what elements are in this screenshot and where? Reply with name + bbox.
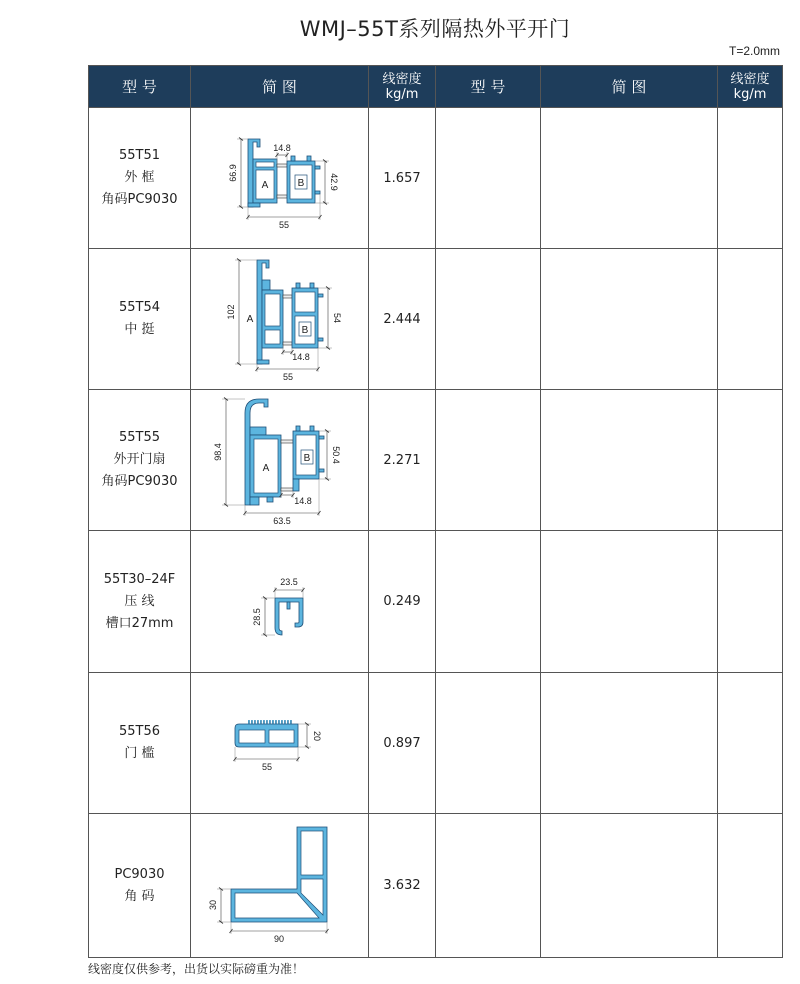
empty-cell — [436, 390, 541, 531]
profile-diagram-pc9030 — [191, 815, 369, 957]
diagram-cell — [191, 673, 369, 814]
wall-thickness-note: T=2.0mm — [728, 44, 780, 58]
model-code: 55T55 — [118, 430, 161, 445]
dimension-break-label: 14.8 — [273, 142, 291, 153]
profile-shape — [231, 827, 327, 922]
profile-diagram-55t55 — [191, 391, 369, 530]
diagram-cell — [191, 249, 369, 390]
header-density-title: 线密度 — [382, 71, 422, 87]
empty-cell — [436, 673, 541, 814]
model-note: 槽口27mm — [105, 615, 174, 631]
profile-diagram-55t51 — [191, 109, 369, 248]
model-code: 55T56 — [118, 724, 161, 739]
model-cell — [89, 531, 191, 673]
profile-diagram-55t30-24f — [191, 532, 369, 672]
dimension-right-height-label: 50.4 — [331, 445, 341, 464]
dimension-width-label: 23.5 — [280, 576, 298, 587]
diagram-cell — [191, 108, 369, 249]
empty-cell — [718, 108, 783, 249]
table-row — [89, 390, 783, 531]
empty-cell — [541, 249, 718, 390]
model-code: 55T51 — [118, 148, 161, 163]
chamber-a-label: A — [262, 462, 270, 474]
empty-cell — [541, 673, 718, 814]
empty-cell — [541, 531, 718, 673]
empty-cell — [541, 814, 718, 958]
empty-cell — [541, 390, 718, 531]
chamber-b-label: B — [301, 324, 309, 336]
empty-cell — [436, 249, 541, 390]
model-name: 外开门扇 — [113, 452, 166, 467]
chamber-a-label: A — [246, 313, 254, 325]
empty-cell — [718, 249, 783, 390]
empty-cell — [718, 390, 783, 531]
dimension-break-label: 14.8 — [294, 495, 312, 506]
density-cell: 2.444 — [369, 249, 436, 390]
dimension-width-label: 90 — [273, 933, 285, 944]
empty-cell — [541, 108, 718, 249]
table-row — [89, 814, 783, 958]
dimension-right-height-label: 42.9 — [329, 172, 339, 191]
empty-cell — [718, 531, 783, 673]
header-density-title: 线密度 — [730, 71, 770, 87]
dimension-height-label: 20 — [312, 730, 322, 741]
table-header-row — [89, 66, 783, 108]
table-row — [89, 249, 783, 390]
model-name: 外 框 — [124, 170, 155, 185]
chamber-a-label: A — [261, 179, 269, 191]
table-row — [89, 108, 783, 249]
table-row — [89, 531, 783, 673]
header-diagram-left: 简 图 — [191, 66, 369, 108]
dimension-lines — [261, 587, 303, 635]
density-cell: 2.271 — [369, 390, 436, 531]
model-name: 中 挺 — [124, 322, 155, 337]
dimension-width-label: 63.5 — [273, 515, 291, 526]
dimension-height-label: 28.5 — [252, 607, 262, 626]
dimension-width-label: 55 — [261, 761, 273, 772]
header-density-right — [718, 66, 783, 108]
diagram-cell — [191, 531, 369, 673]
model-code: PC9030 — [114, 866, 165, 882]
model-cell — [89, 108, 191, 249]
density-cell: 0.897 — [369, 673, 436, 814]
profile-spec-table — [88, 65, 783, 958]
header-density-unit: kg/m — [733, 86, 767, 102]
model-code: 55T54 — [118, 300, 161, 315]
model-note: 角码PC9030 — [101, 192, 178, 207]
page-title: WMJ–55T系列隔热外平开门 — [299, 17, 571, 41]
profile-shape — [235, 720, 298, 747]
profile-shape — [245, 399, 324, 505]
empty-cell — [436, 531, 541, 673]
dimension-right-height-label: 54 — [332, 312, 342, 323]
dimension-height-label: 102 — [226, 303, 236, 320]
density-cell: 3.632 — [369, 814, 436, 958]
chamber-b-label: B — [297, 177, 305, 189]
empty-cell — [718, 673, 783, 814]
model-note: 角码PC9030 — [101, 474, 178, 489]
profile-diagram-55t56 — [191, 674, 369, 813]
density-cell: 0.249 — [369, 531, 436, 673]
header-model-left: 型 号 — [89, 66, 191, 108]
dimension-width-label: 55 — [282, 371, 294, 382]
header-diagram-right: 简 图 — [541, 66, 718, 108]
model-cell — [89, 249, 191, 390]
dimension-width-label: 55 — [278, 219, 290, 230]
model-name: 角 码 — [124, 888, 155, 904]
model-code: 55T30–24F — [103, 571, 176, 587]
footer-note: 线密度仅供参考，出货以实际磅重为准！ — [88, 962, 305, 976]
model-cell — [89, 390, 191, 531]
header-model-right: 型 号 — [436, 66, 541, 108]
chamber-b-label: B — [303, 452, 311, 464]
model-cell — [89, 814, 191, 958]
profile-shape — [275, 598, 303, 635]
dimension-height-label: 66.9 — [228, 163, 238, 182]
empty-cell — [718, 814, 783, 958]
table-row — [89, 673, 783, 814]
density-cell: 1.657 — [369, 108, 436, 249]
dimension-height-label: 30 — [208, 899, 218, 910]
profile-diagram-55t54 — [191, 250, 369, 389]
header-density-unit: kg/m — [385, 86, 419, 102]
empty-cell — [436, 108, 541, 249]
model-name: 门 槛 — [124, 746, 155, 761]
diagram-cell — [191, 814, 369, 958]
profile-shape — [257, 260, 323, 364]
diagram-cell — [191, 390, 369, 531]
dimension-break-label: 14.8 — [292, 351, 310, 362]
empty-cell — [436, 814, 541, 958]
model-cell — [89, 673, 191, 814]
dimension-height-label: 98.4 — [213, 442, 223, 461]
model-name: 压 线 — [124, 593, 155, 609]
header-density-left — [369, 66, 436, 108]
